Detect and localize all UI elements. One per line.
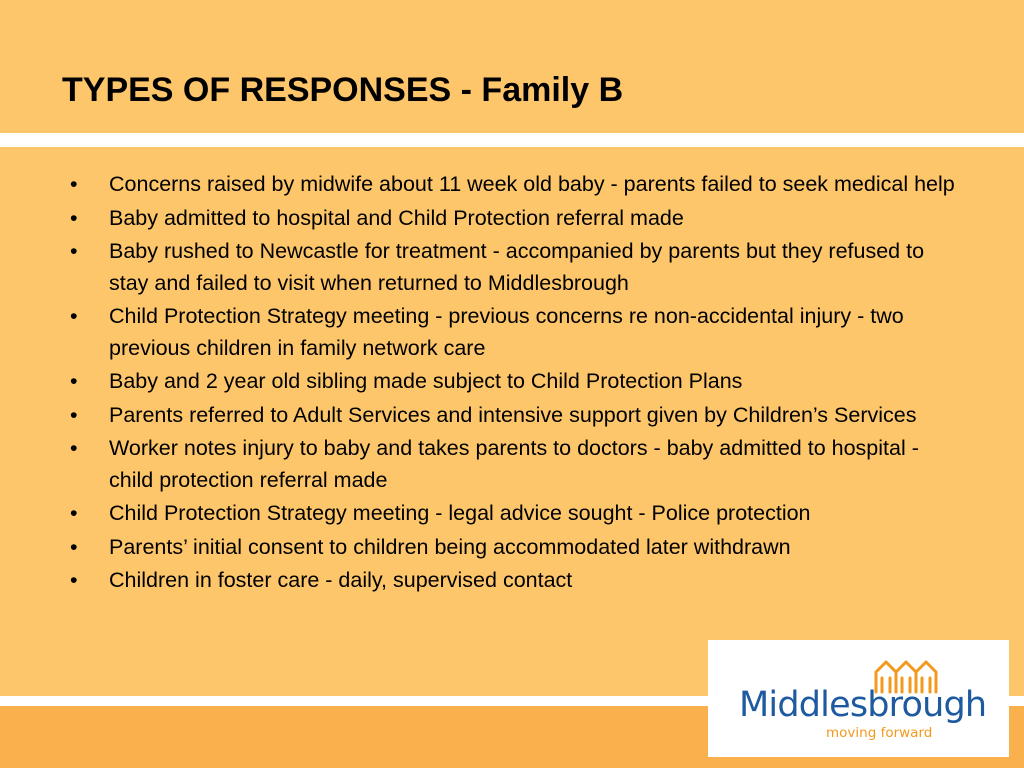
bullet-item: [62, 532, 962, 564]
bullet-text: Parents’ initial consent to children being accommodated later withdrawn: [109, 534, 791, 559]
bullet-icon: •: [70, 369, 78, 393]
bullet-item: [62, 498, 962, 530]
bullet-text: Baby admitted to hospital and Child Protection referral made: [109, 205, 684, 230]
bullet-item: [62, 400, 962, 432]
bullet-text: Children in foster care - daily, supervised contact: [109, 568, 573, 592]
bullet-icon: •: [70, 402, 78, 427]
bullet-text: Child Protection Strategy meeting - previous concerns re non-accidental injury - two previous children in family network care: [109, 304, 904, 360]
bullet-text: Baby rushed to Newcastle for treatment - accompanied by parents but they refused to stay and failed to visit when returned to Middlesbrough: [109, 239, 925, 295]
header-separator: [0, 133, 1024, 147]
bullet-text: Parents referred to Adult Services and intensive support given by Children’s Services: [109, 402, 917, 427]
slide-header: [0, 0, 1024, 133]
bullet-icon: •: [70, 568, 78, 592]
bullet-icon: •: [70, 239, 78, 263]
bullet-icon: •: [70, 205, 78, 230]
bullet-icon: •: [70, 534, 78, 559]
bullet-item: [62, 433, 962, 496]
middlesbrough-logo: [708, 640, 1009, 757]
bullet-text: Worker notes injury to baby and takes parents to doctors - baby admitted to hospital - child protection referral made: [109, 436, 919, 492]
bullet-icon: •: [70, 172, 78, 196]
bullet-item: [62, 301, 962, 364]
bullet-item: [62, 565, 962, 597]
bullet-icon: •: [70, 436, 78, 460]
bullet-text: Concerns raised by midwife about 11 week old baby - parents failed to seek medical help: [109, 172, 955, 196]
bullet-item: [62, 169, 962, 201]
logo-tagline: moving forward: [826, 725, 933, 741]
bullet-text: Baby and 2 year old sibling made subject to Child Protection Plans: [109, 369, 743, 393]
bullet-item: [62, 203, 962, 235]
bullet-text: Child Protection Strategy meeting - legal advice sought - Police protection: [109, 501, 811, 525]
bullet-item: [62, 236, 962, 299]
bullet-icon: •: [70, 304, 78, 328]
bullet-icon: •: [70, 501, 78, 525]
bullet-list: [62, 169, 962, 599]
slide-title: TYPES OF RESPONSES - Family B: [62, 71, 624, 109]
bullet-item: [62, 366, 962, 398]
logo-name: Middlesbrough: [739, 685, 987, 725]
